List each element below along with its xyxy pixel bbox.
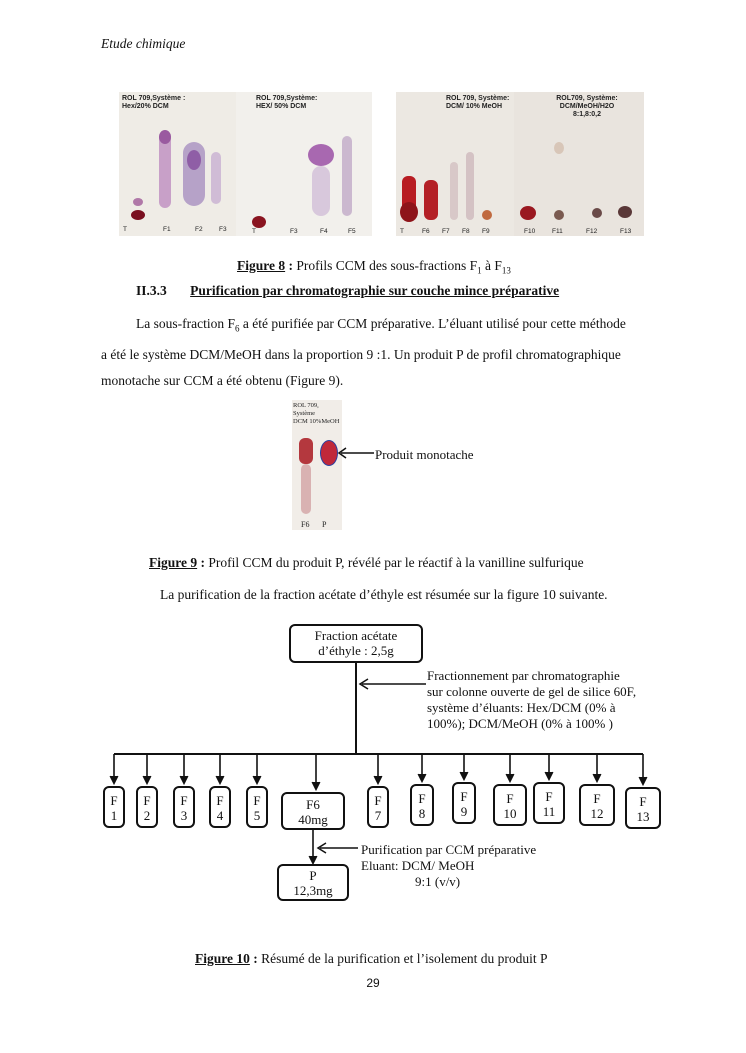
- page-number: 29: [366, 976, 380, 990]
- tlc-plate-label: ROL709, Système: DCM/MeOH/H2O 8:1,8:0,2: [556, 95, 618, 118]
- annotation-line: Eluant: DCM/ MeOH: [361, 858, 475, 873]
- annotation-line: Purification par CCM préparative: [361, 842, 537, 857]
- fraction-box-f1: F 1: [103, 786, 125, 828]
- root-line: Fraction acétate: [314, 628, 398, 643]
- fraction-drops: [110, 754, 647, 790]
- fraction-box-f6: F6 40mg: [281, 792, 345, 830]
- tlc-lane-label: F3: [219, 226, 227, 233]
- purification-annotation: [361, 842, 536, 890]
- tlc-lane-label: F13: [620, 228, 632, 235]
- fraction-box-f2: F 2: [136, 786, 158, 828]
- tlc-lane-label: F3: [290, 228, 298, 235]
- caption-subscript: 13: [501, 265, 511, 276]
- tlc-lane-label: F6: [301, 520, 310, 529]
- tlc-lane-label: F6: [422, 228, 430, 235]
- section-title: Purification par chromatographie sur couche mince préparative: [190, 283, 560, 298]
- tlc-lane-label: F4: [320, 228, 328, 235]
- root-fraction-box: [289, 624, 423, 663]
- figure-9-label: Figure 9: [149, 555, 198, 570]
- annotation-line: 9:1 (v/v): [415, 874, 461, 889]
- fraction-box-f10: F 10: [493, 784, 527, 826]
- tlc-lane-label: F7: [442, 228, 450, 235]
- tlc-lane-label: F1: [163, 226, 171, 233]
- paragraph-line: La sous-fraction $F_6$ a été purifiée par CCM préparative. L’éluant utilisé pour cette méthode: [136, 316, 626, 334]
- annotation-line: Fractionnement par chromatographie: [427, 668, 620, 683]
- fraction-box-f7: F 7: [367, 786, 389, 828]
- annotation-line: 100%); DCM/MeOH (0% à 100% ): [427, 716, 613, 731]
- caption-text: Résumé de la purification et l’isolement du produit P: [257, 951, 548, 966]
- caption-colon: :: [249, 951, 258, 966]
- monotache-annotation: Produit monotache: [375, 447, 474, 462]
- caption-text: à F: [481, 258, 502, 273]
- fraction-box-f11: F 11: [533, 782, 565, 824]
- paragraph-line: a été le système DCM/MeOH dans la proportion 9 :1. Un produit P de profil chromatographique: [101, 346, 621, 362]
- paragraph-line: monotache sur CCM a été obtenu (Figure 9).: [101, 372, 344, 388]
- caption-colon: :: [285, 258, 293, 273]
- root-line: d’éthyle : 2,5g: [318, 643, 394, 658]
- fractionation-annotation: [427, 668, 636, 732]
- tlc-lane-label: F8: [462, 228, 470, 235]
- tlc-lane-label: F10: [524, 228, 536, 235]
- tlc-lane-label: T: [252, 228, 256, 235]
- tlc-lane-label: F12: [586, 228, 598, 235]
- paragraph-2: La purification de la fraction acétate d’éthyle est résumée sur la figure 10 suivante.: [160, 587, 608, 602]
- figure-8-label: Figure 8: [237, 258, 286, 273]
- caption-text: Profils CCM des sous-fractions F: [293, 258, 478, 273]
- caption-text: Profil CCM du produit P, révélé par le réactif à la vanilline sulfurique: [205, 555, 584, 570]
- product-line: 12,3mg: [293, 883, 333, 898]
- tlc-lane-label: T: [400, 228, 404, 235]
- annotation-line: système d’éluants: Hex/DCM (0% à: [427, 700, 616, 715]
- fraction-box-f13: F 13: [625, 787, 661, 829]
- tlc-lane-label: F9: [482, 228, 490, 235]
- running-header: Etude chimique: [101, 36, 186, 51]
- annotation-line: sur colonne ouverte de gel de silice 60F,: [427, 684, 637, 699]
- tlc-plate-label: ROL 709, Système: DCM/ 10% MeOH: [446, 95, 510, 110]
- tlc-lane-label: P: [322, 520, 327, 529]
- fraction-box-f8: F 8: [410, 784, 434, 826]
- tlc-plate-label: ROL 709, Système DCM 10%MeOH: [293, 402, 340, 425]
- tlc-lane-label: F2: [195, 226, 203, 233]
- figure-10-caption: [195, 951, 548, 967]
- tlc-lane-label: T: [123, 226, 127, 233]
- fraction-box-f4: F 4: [209, 786, 231, 828]
- section-number: II.3.3: [136, 283, 167, 298]
- tlc-lane-label: F11: [552, 228, 563, 235]
- fraction-box-f5: F 5: [246, 786, 268, 828]
- fraction-box-f9: F 9: [452, 782, 476, 824]
- caption-subscript: 1: [477, 265, 482, 276]
- caption-colon: :: [197, 555, 205, 570]
- product-line: P: [309, 868, 317, 883]
- product-p-box: [277, 864, 349, 901]
- tlc-plate-label: ROL 709,Système : Hex/20% DCM: [122, 95, 186, 110]
- fraction-box-f3: F 3: [173, 786, 195, 828]
- fraction-box-f12: F 12: [579, 784, 615, 826]
- tlc-plate-label: ROL 709,Système: HEX/ 50% DCM: [256, 95, 318, 110]
- figure-10-label: Figure 10: [195, 951, 250, 966]
- tlc-lane-label: F5: [348, 228, 356, 235]
